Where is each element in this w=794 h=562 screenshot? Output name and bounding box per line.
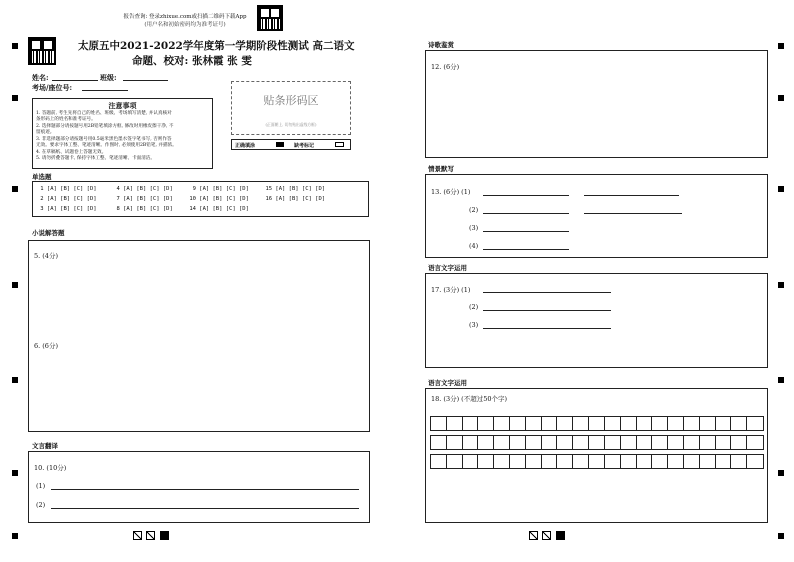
writing-grid-row[interactable] xyxy=(430,454,764,469)
question-13-2b-line[interactable] xyxy=(584,213,682,214)
notice-line: 1. 答题前, 考生先将自己的姓名、班级、考场填写清楚, 并认真核对 xyxy=(36,111,172,116)
top-note: 报告查询: 登录zhixue.com或扫描二维码下载App xyxy=(123,14,247,20)
question-17-1-line[interactable] xyxy=(483,292,611,293)
timing-mark xyxy=(12,43,18,49)
correct-fill-label: 正确填涂 xyxy=(235,143,256,149)
notice-line: 5. 请勿折叠答题卡, 保持字体工整、笔迹清晰、卡面清洁。 xyxy=(36,156,156,161)
timing-mark xyxy=(778,43,784,49)
barcode-hint: (正面朝上, 切勿贴出虚线方框) xyxy=(265,122,317,127)
question-17-3-line[interactable] xyxy=(483,328,611,329)
question-13-1a-line[interactable] xyxy=(483,195,569,196)
page-footer-mark xyxy=(146,531,155,540)
app-qr-code xyxy=(257,5,283,31)
notice-line: 3. 非选择题部分请按题号用0.5毫米黑色墨水签字笔书写, 否则作答 xyxy=(36,137,172,142)
page-footer-mark xyxy=(529,531,538,540)
timing-mark xyxy=(778,470,784,476)
question-17-2-line[interactable] xyxy=(483,310,611,311)
answer-box-classical[interactable] xyxy=(28,451,370,523)
choice-box xyxy=(32,181,369,217)
name-label: 姓名: xyxy=(32,73,49,82)
page-footer-mark xyxy=(160,531,169,540)
absent-checkbox[interactable] xyxy=(335,142,344,147)
room-label: 考场/座位号: xyxy=(32,83,73,92)
question-13-label: 13. (6分) (1) xyxy=(431,188,471,196)
timing-mark xyxy=(12,95,18,101)
timing-mark xyxy=(778,377,784,383)
exam-qr-code xyxy=(28,37,56,65)
section-novel: 小说解答题 xyxy=(32,229,65,237)
question-10-2-label: (2) xyxy=(36,501,46,509)
question-10-label: 10. (10分) xyxy=(34,464,67,472)
timing-mark xyxy=(12,186,18,192)
answer-box-poetry[interactable] xyxy=(425,50,768,158)
timing-mark xyxy=(778,282,784,288)
question-18-label: 18. (3分) (不超过50个字) xyxy=(431,395,508,403)
notice-line: 条形码上的姓名和准考证号。 xyxy=(36,117,96,122)
correct-fill-sample xyxy=(276,142,284,147)
choice-row[interactable]: 2 [A] [B] [C] [D] 7 [A] [B] [C] [D] 10 [A] [B] [C] [D] 16 [A] [B] [C] [D] xyxy=(37,196,326,202)
room-field[interactable] xyxy=(82,90,128,91)
page-footer-mark xyxy=(133,531,142,540)
barcode-label: 贴条形码区 xyxy=(263,94,319,107)
answer-box-novel[interactable] xyxy=(28,240,370,432)
timing-mark xyxy=(12,533,18,539)
question-10-1-label: (1) xyxy=(36,482,46,490)
question-17-2-label: (2) xyxy=(469,303,479,311)
question-12-label: 12. (6分) xyxy=(431,63,460,71)
section-single-choice: 单选题 xyxy=(32,173,52,181)
absent-label: 缺考标记 xyxy=(294,143,315,149)
writing-grid-row[interactable] xyxy=(430,435,764,450)
section-language-use-1: 语言文字运用 xyxy=(428,264,467,272)
timing-mark xyxy=(12,282,18,288)
section-dictation: 情景默写 xyxy=(428,165,454,173)
timing-mark xyxy=(778,95,784,101)
page-footer-mark xyxy=(556,531,565,540)
timing-mark xyxy=(12,377,18,383)
notice-line: 无效。要求字体工整、笔迹清晰。作图时, 必须使用2B铅笔, 并描浓。 xyxy=(36,143,177,148)
question-10-2-line[interactable] xyxy=(51,508,359,509)
choice-row[interactable]: 3 [A] [B] [C] [D] 8 [A] [B] [C] [D] 14 [A] [B] [C] [D] xyxy=(37,206,249,212)
question-13-2a-line[interactable] xyxy=(483,213,569,214)
question-10-1-line[interactable] xyxy=(51,489,359,490)
question-17-label: 17. (3分) (1) xyxy=(431,286,471,294)
choice-row[interactable]: 1 [A] [B] [C] [D] 4 [A] [B] [C] [D] 9 [A] [B] [C] [D] 15 [A] [B] [C] [D] xyxy=(37,186,326,192)
notice-box xyxy=(32,98,213,169)
question-13-4-line[interactable] xyxy=(483,249,569,250)
question-13-3-line[interactable] xyxy=(483,231,569,232)
answer-box-language-use-2[interactable] xyxy=(425,388,768,523)
question-13-1b-line[interactable] xyxy=(584,195,679,196)
notice-line: 4. 在草稿纸、试题卷上答题无效。 xyxy=(36,150,107,155)
question-5-label: 5. (4分) xyxy=(34,252,58,260)
class-field[interactable] xyxy=(123,80,168,81)
timing-mark xyxy=(12,470,18,476)
barcode-area xyxy=(231,81,351,135)
notice-line: 留痕迹。 xyxy=(36,130,55,135)
notice-line: 2. 选择题部分请按题号用2B铅笔填涂方框, 修改时用橡皮擦干净, 不 xyxy=(36,124,174,129)
question-13-2-label: (2) xyxy=(469,206,479,214)
section-language-use-2: 语言文字运用 xyxy=(428,379,467,387)
section-classical: 文言翻译 xyxy=(32,442,58,450)
notice-title: 注意事项 xyxy=(108,101,137,110)
question-6-label: 6. (6分) xyxy=(34,342,58,350)
question-13-4-label: (4) xyxy=(469,242,479,250)
answer-box-dictation[interactable] xyxy=(425,174,768,258)
page-footer-mark xyxy=(542,531,551,540)
question-13-3-label: (3) xyxy=(469,224,479,232)
timing-mark xyxy=(778,533,784,539)
name-field[interactable] xyxy=(52,80,98,81)
fill-mark-legend xyxy=(231,139,351,150)
page-title: 太原五中2021-2022学年度第一学期阶段性测试 高二语文 xyxy=(78,40,355,52)
timing-mark xyxy=(778,186,784,192)
section-poetry: 诗歌鉴赏 xyxy=(428,41,454,49)
top-note-sub: (用户名和初始密码均为准考证号) xyxy=(144,22,226,28)
page-subtitle: 命题、校对: 张林霞 张 雯 xyxy=(132,55,252,67)
writing-grid-row[interactable] xyxy=(430,416,764,431)
answer-box-language-use-1[interactable] xyxy=(425,273,768,368)
question-17-3-label: (3) xyxy=(469,321,479,329)
class-label: 班级: xyxy=(100,73,117,82)
